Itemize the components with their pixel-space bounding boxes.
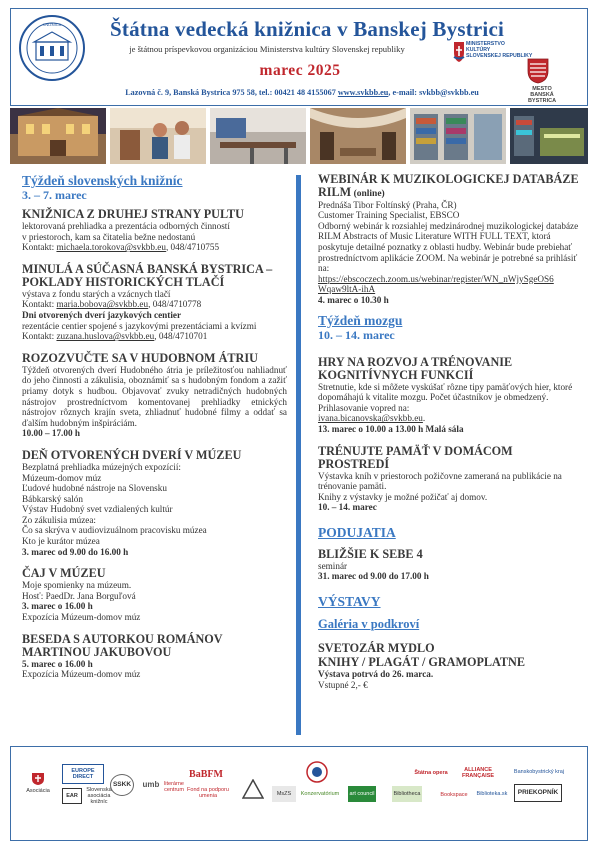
partner-logo: Bookspace <box>440 792 468 798</box>
contact-email-link[interactable]: michaela.torokova@svkbb.eu <box>56 242 166 253</box>
month-heading: marec 2025 <box>259 62 341 79</box>
reading-room-photo <box>110 108 206 164</box>
event-place: Expozícia Múzeum-domov múz <box>22 612 141 623</box>
event-text: rezentácie centier spojené s jazykovými prezentáciami a kvízmi <box>22 320 257 331</box>
exhibition-subtitle: KNIHY / PLAGÁT / GRAMOPLATNE <box>318 655 525 670</box>
event-text: Týždeň otvorených dverí Hudobného átria je príležitosťou nahliadnuť do jeho činnosti a zákulisia, oboznámiť sa s hudobným fondom a zažiť priamy dotyk s hudbou. Objavovať zvuky netradičných hudobných nástrojov prostredníctvom komentovanej prehliadky etnických nástrojov rôznych krajín sveta, zhliadnuť hudobné filmy a oddať sa ďalším hudobným inšpiráciám. <box>22 364 287 428</box>
section-title-exhibitions: VÝSTAVY <box>318 594 381 610</box>
event-time: 13. marec o 10.00 a 13.00 h Malá sála <box>318 423 464 434</box>
section-title-events: PODUJATIA <box>318 524 396 540</box>
event-contact: Kontakt: zuzana.huslova@svkbb.eu, 048/4710701 <box>22 331 208 342</box>
partner-logo: EUROPE DIRECT <box>62 764 104 784</box>
event-title: WEBINÁR K MUZIKOLOGICKEJ DATABÁZE RILM (online) <box>318 172 579 199</box>
section-dates-brain-week: 10. – 14. marec <box>318 327 395 342</box>
partner-logo: Banskobystrický kraj <box>513 769 565 775</box>
partner-logo: Bibliotheca <box>392 786 422 802</box>
section-title-brain-week: Týždeň mozgu <box>318 312 403 328</box>
partner-logo: Biblioteka.sk <box>476 791 508 797</box>
event-title: HRY NA ROZVOJ A TRÉNOVANIE KOGNITÍVNYCH FUNKCIÍ <box>318 354 513 382</box>
partner-logo: Štátna opera <box>414 770 448 776</box>
website-link[interactable]: www.svkbb.eu <box>337 88 389 97</box>
building-photo <box>10 108 106 164</box>
partner-logo: PRIEKOPNÍK <box>514 784 562 802</box>
subtitle: je štátnou príspevkovou organizáciou Ministerstva kultúry Slovenskej republiky <box>129 44 405 54</box>
bookshelves-photo <box>410 108 506 164</box>
section-title-library-week: Týždeň slovenských knižníc <box>22 173 183 188</box>
event-title: MINULÁ A SÚČASNÁ BANSKÁ BYSTRICA – POKLADY HISTORICKÝCH TLAČÍ <box>22 261 273 289</box>
event-text: v priestoroch, kam sa čitatelia bežne nedostanú <box>22 231 196 242</box>
event-contact: ivana.bicanovska@svkbb.eu. <box>318 413 426 424</box>
event-time: 3. marec od 9.00 do 16.00 h <box>22 546 129 557</box>
contact-email-link[interactable]: zuzana.huslova@svkbb.eu <box>56 331 155 342</box>
event-text: Hosť: PaedDr. Jana Borguľová <box>22 590 136 601</box>
webinar-register-link[interactable]: Wqaw9ltA-ihA <box>318 284 376 295</box>
event-text: Bábkarský salón <box>22 493 83 504</box>
photo-strip <box>10 108 588 164</box>
partner-circle-icon <box>306 761 328 783</box>
event-time: 5. marec o 16.00 h <box>22 658 93 669</box>
exhibition-duration: Výstava potrvá do 26. marca. <box>318 669 434 680</box>
event-text: Bezplatná prehliadka múzejných expozícií: <box>22 461 181 472</box>
exhibition-entry: Vstupné 2,- € <box>318 679 368 690</box>
contact-email-link[interactable]: ivana.bicanovska@svkbb.eu <box>318 413 423 424</box>
library-logo <box>18 14 86 82</box>
event-time: 31. marec od 9.00 do 17.00 h <box>318 571 429 582</box>
library-interior-photo <box>510 108 588 164</box>
event-text: Knihy z výstavky je možné požičať aj domov. <box>318 491 488 502</box>
event-text: Prednáša Tibor Foltínský (Praha, ČR) <box>318 199 457 210</box>
partner-crest-icon <box>31 772 45 786</box>
partner-logo: BaBFM <box>189 769 223 780</box>
section-dates-library-week: 3. – 7. marec <box>22 188 87 202</box>
gallery-subheading: Galéria v podkroví <box>318 617 420 632</box>
partner-logo: ALLIANCE FRANÇAISE <box>461 767 495 779</box>
event-time: 10. – 14. marec <box>318 502 377 513</box>
event-title: DEŇ OTVORENÝCH DVERÍ V MÚZEU <box>22 447 242 462</box>
event-contact: Kontakt: maria.bobova@svkbb.eu, 048/4710778 <box>22 299 202 310</box>
city-crest-icon <box>527 58 549 84</box>
event-title: BESEDA S AUTORKOU ROMÁNOV MARTINOU JAKUBOVOU <box>22 631 223 659</box>
exhibition-title: SVETOZÁR MYDLO <box>318 641 435 656</box>
partner-logo: SSKK <box>110 774 134 796</box>
event-contact: Kontakt: michaela.torokova@svkbb.eu, 048/4710755 <box>22 242 220 253</box>
hall-photo <box>310 108 406 164</box>
partner-logo: Slovenská asociácia knižníc <box>86 787 112 805</box>
partner-logo: Fond na podporu umenia <box>187 787 229 799</box>
right-column <box>318 173 580 690</box>
event-text: Čo sa skrýva v audiovizuálnom pracovisku múzea <box>22 525 207 536</box>
event-text: Výstavka kníh v priestoroch požičovne zameraná na publikácie na trénovanie pamäti. <box>318 470 562 492</box>
partner-logo: MsZS <box>272 786 296 802</box>
column-divider <box>296 175 301 735</box>
ministry-text: MINISTERSTVO KULTÚRY SLOVENSKEJ REPUBLIKY <box>466 41 533 59</box>
event-text: Moje spomienky na múzeum. <box>22 580 132 591</box>
contact-email-link[interactable]: maria.bobova@svkbb.eu <box>56 299 149 310</box>
event-text: Zo zákulisia múzea: <box>22 514 96 525</box>
event-text: výstava z fondu starých a vzácnych tlačí <box>22 288 171 299</box>
event-text: Ľudové hudobné nástroje na Slovensku <box>22 483 167 494</box>
event-place: Expozícia Múzeum-domov múz <box>22 669 141 680</box>
study-room-photo <box>210 108 306 164</box>
address-line: Lazovná č. 9, Banská Bystrica 975 58, tel.: 00421 48 4155067 www.svkbb.eu, e-mail: svkbb@svkbb.eu <box>125 88 479 97</box>
event-title: ČAJ V MÚZEU <box>22 566 106 581</box>
partner-logo: literárne centrum <box>164 781 184 793</box>
event-subtitle: Dni otvorených dverí jazykových centier <box>22 309 182 320</box>
event-text: seminár <box>318 560 348 571</box>
event-time: 4. marec o 10.30 h <box>318 294 389 305</box>
partner-logo: umb <box>142 780 160 789</box>
event-title: ROZOZVUČTE SA V HUDOBNOM ÁTRIU <box>22 350 258 365</box>
partner-mark-icon <box>242 779 264 799</box>
event-text: Stretnutie, kde si môžete vyskúšať rôzne tipy pamäťových hier, ktoré dopomáhajú k vitalite mozgu. Počet účastníkov je obmedzený. Prihlasovanie vopred na: <box>318 381 573 413</box>
event-title: KNIŽNICA Z DRUHEJ STRANY PULTU <box>22 207 244 221</box>
event-title: BLIŽŠIE K SEBE 4 <box>318 546 423 561</box>
event-text: Výstav Hudobný svet vzdialených kultúr <box>22 504 173 515</box>
event-text: Customer Training Specialist, EBSCO <box>318 210 460 221</box>
event-text: Odborný webinár k rozsiahlej medzinárodnej muzikologickej databáze RILM Abstracts of Music Literature WITH FULL TEXT, ktorá poskytuje detailné poznatky z oblasti hudby. Webinár bude prebiehať prostredníctvom aplikácie ZOOM. Na webinár je potrebné sa prihlásiť na: <box>318 220 579 274</box>
event-text: Kto je kurátor múzea <box>22 536 100 547</box>
partner-logo: Konzervatórium <box>300 791 340 797</box>
partner-logo <box>240 778 266 800</box>
city-text: MESTO BANSKÁ BYSTRICA <box>527 86 557 104</box>
partner-logo <box>304 760 330 784</box>
event-text: Múzeum-domov múz <box>22 472 102 483</box>
partner-logo: EAR <box>62 788 82 804</box>
page-title: Štátna vedecká knižnica v Banskej Bystrici <box>110 17 504 41</box>
left-column <box>22 173 287 680</box>
webinar-register-link[interactable]: https://ebscoczech.zoom.us/webinar/register/WN_nWjySgeOS6 <box>318 273 554 284</box>
event-title: TRÉNUJTE PAMÄŤ V DOMÁCOM PROSTREDÍ <box>318 443 513 471</box>
partner-logo: Asociácia <box>18 768 58 798</box>
event-text: lektorovaná prehliadka a prezentácia odborných činností <box>22 221 230 231</box>
event-time: 10.00 – 17.00 h <box>22 428 80 439</box>
partner-logo: art council <box>348 786 376 802</box>
email-link[interactable]: svkbb@svkbb.eu <box>419 88 479 97</box>
svg-text:KNIŽNICA: KNIŽNICA <box>42 22 62 27</box>
event-time: 3. marec o 16.00 h <box>22 601 93 612</box>
